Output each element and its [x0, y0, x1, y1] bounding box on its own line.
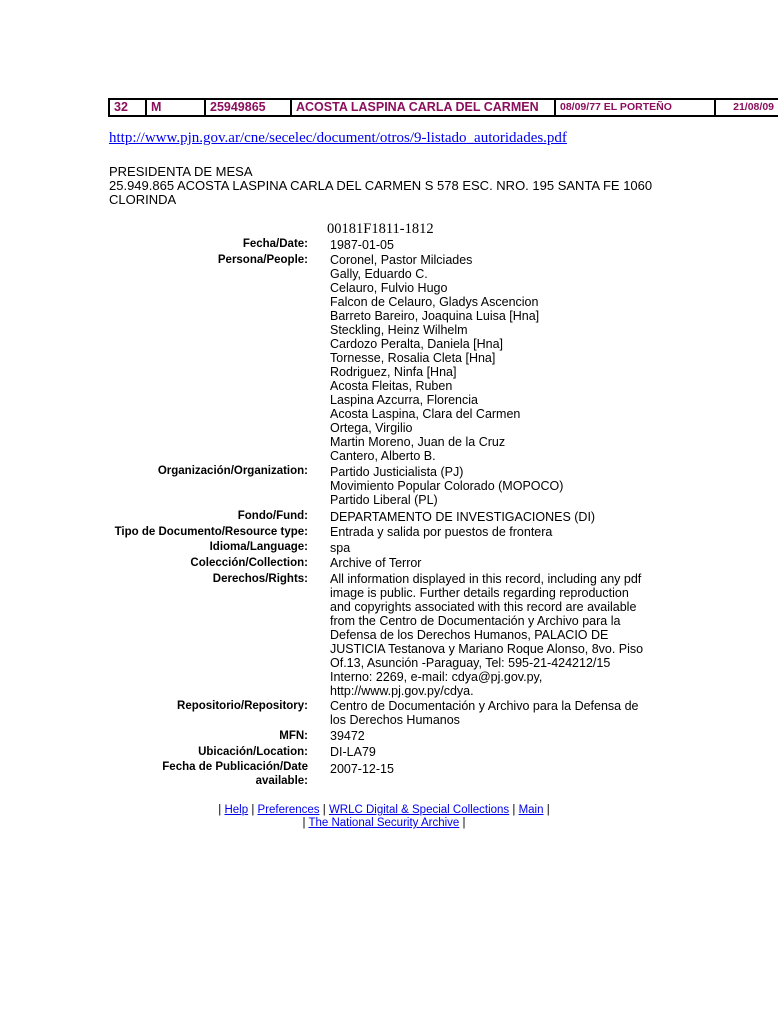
publication-date-value: 2007-12-15 — [330, 762, 394, 776]
date-label: Fecha/Date: — [242, 238, 308, 250]
language-label: Idioma/Language: — [209, 541, 308, 553]
wrlc-collections-link[interactable]: WRLC Digital & Special Collections — [328, 804, 510, 816]
repository-label: Repositorio/Repository: — [177, 700, 308, 712]
person-item: Rodriguez, Ninfa [Hna] — [330, 365, 457, 379]
organization-list — [330, 465, 670, 507]
resource-type-value: Entrada y salida por puestos de frontera — [330, 525, 553, 539]
collection-label: Colección/Collection: — [190, 557, 308, 569]
rights-line: from the Centro de Documentación y Archivo para la — [330, 614, 621, 628]
person-item: Falcon de Celauro, Gladys Ascencion — [330, 295, 539, 309]
location-label: Ubicación/Location: — [198, 746, 308, 758]
language-value: spa — [330, 541, 351, 555]
repository-line: los Derechos Humanos — [330, 713, 460, 727]
role-text: PRESIDENTA DE MESA — [109, 164, 253, 179]
fund-value: DEPARTAMENTO DE INVESTIGACIONES (DI) — [330, 510, 596, 524]
person-item: Ortega, Virgilio — [330, 421, 413, 435]
main-link[interactable]: Main — [518, 804, 544, 816]
repository-value — [330, 699, 670, 727]
organization-item: Partido Liberal (PL) — [330, 493, 438, 507]
organization-label: Organización/Organization: — [157, 465, 308, 477]
people-list — [330, 253, 670, 463]
footer-nav-line2: | The National Security Archive | — [302, 817, 466, 829]
organization-item: Partido Justicialista (PJ) — [330, 465, 464, 479]
resource-type-label: Tipo de Documento/Resource type: — [114, 526, 308, 538]
mfn-value: 39472 — [330, 729, 365, 743]
fund-label: Fondo/Fund: — [237, 510, 308, 522]
rights-line: http://www.pj.gov.py/cdya. — [330, 684, 474, 698]
rights-text — [330, 572, 670, 698]
detail-line-2: CLORINDA — [109, 192, 177, 207]
person-item: Barreto Bareiro, Joaquina Luisa [Hna] — [330, 309, 540, 323]
publication-date-label — [162, 760, 308, 788]
help-link[interactable]: Help — [224, 804, 249, 816]
person-item: Celauro, Fulvio Hugo — [330, 281, 448, 295]
document-number-cell: 25949865 — [206, 100, 292, 115]
person-item: Gally, Eduardo C. — [330, 267, 428, 281]
person-item: Steckling, Heinz Wilhelm — [330, 323, 468, 337]
row-number: 32 — [110, 100, 147, 115]
birth-info-cell: 08/09/77 EL PORTEÑO — [556, 100, 716, 115]
rights-label: Derechos/Rights: — [212, 573, 308, 585]
publication-date-label-line2: available: — [255, 775, 308, 787]
date-value: 1987-01-05 — [330, 238, 394, 252]
organization-item: Movimiento Popular Colorado (MOPOCO) — [330, 479, 564, 493]
person-item: Cardozo Peralta, Daniela [Hna] — [330, 337, 504, 351]
rights-line: image is public. Further details regarding reproduction — [330, 586, 629, 600]
rights-line: JUSTICIA Testanova y Mariano Roque Alonso, 8vo. Piso — [330, 642, 644, 656]
collection-value: Archive of Terror — [330, 556, 422, 570]
source-pdf-link[interactable]: http://www.pjn.gov.ar/cne/secelec/document/otros/9-listado_autoridades.pdf — [109, 130, 567, 146]
record-header-row — [108, 98, 778, 117]
publication-date-label-line1: Fecha de Publicación/Date — [162, 761, 308, 773]
person-item: Laspina Azcurra, Florencia — [330, 393, 478, 407]
footer-nav-line1: | Help | Preferences | WRLC Digital & Special Collections | Main | — [218, 804, 550, 816]
person-item: Acosta Laspina, Clara del Carmen — [330, 407, 521, 421]
person-item: Martin Moreno, Juan de la Cruz — [330, 435, 506, 449]
detail-line-1: 25.949.865 ACOSTA LASPINA CARLA DEL CARMEN S 578 ESC. NRO. 195 SANTA FE 1060 — [109, 178, 653, 193]
repository-line: Centro de Documentación y Archivo para la Defensa de — [330, 699, 639, 713]
person-item: Cantero, Alberto B. — [330, 449, 436, 463]
rights-line: Of.13, Asunción -Paraguay, Tel: 595-21-424212/15 — [330, 656, 611, 670]
rights-line: Defensa de los Derechos Humanos, PALACIO DE — [330, 628, 609, 642]
person-item: Acosta Fleitas, Ruben — [330, 379, 453, 393]
name-cell: ACOSTA LASPINA CARLA DEL CARMEN — [292, 100, 556, 115]
rights-line: and copyrights associated with this record are available — [330, 600, 637, 614]
preferences-link[interactable]: Preferences — [257, 804, 320, 816]
location-value: DI-LA79 — [330, 745, 376, 759]
people-label: Persona/People: — [217, 254, 308, 266]
rights-line: All information displayed in this record, including any pdf — [330, 572, 642, 586]
person-item: Tornesse, Rosalia Cleta [Hna] — [330, 351, 496, 365]
national-security-archive-link[interactable]: The National Security Archive — [308, 817, 460, 829]
rights-line: Interno: 2269, e-mail: cdya@pj.gov.py, — [330, 670, 543, 684]
sex-cell: M — [147, 100, 206, 115]
person-item: Coronel, Pastor Milciades — [330, 253, 473, 267]
record-id: 00181F1811-1812 — [327, 221, 434, 237]
mfn-label: MFN: — [279, 730, 308, 742]
date-cell: 21/08/09 — [733, 101, 774, 113]
